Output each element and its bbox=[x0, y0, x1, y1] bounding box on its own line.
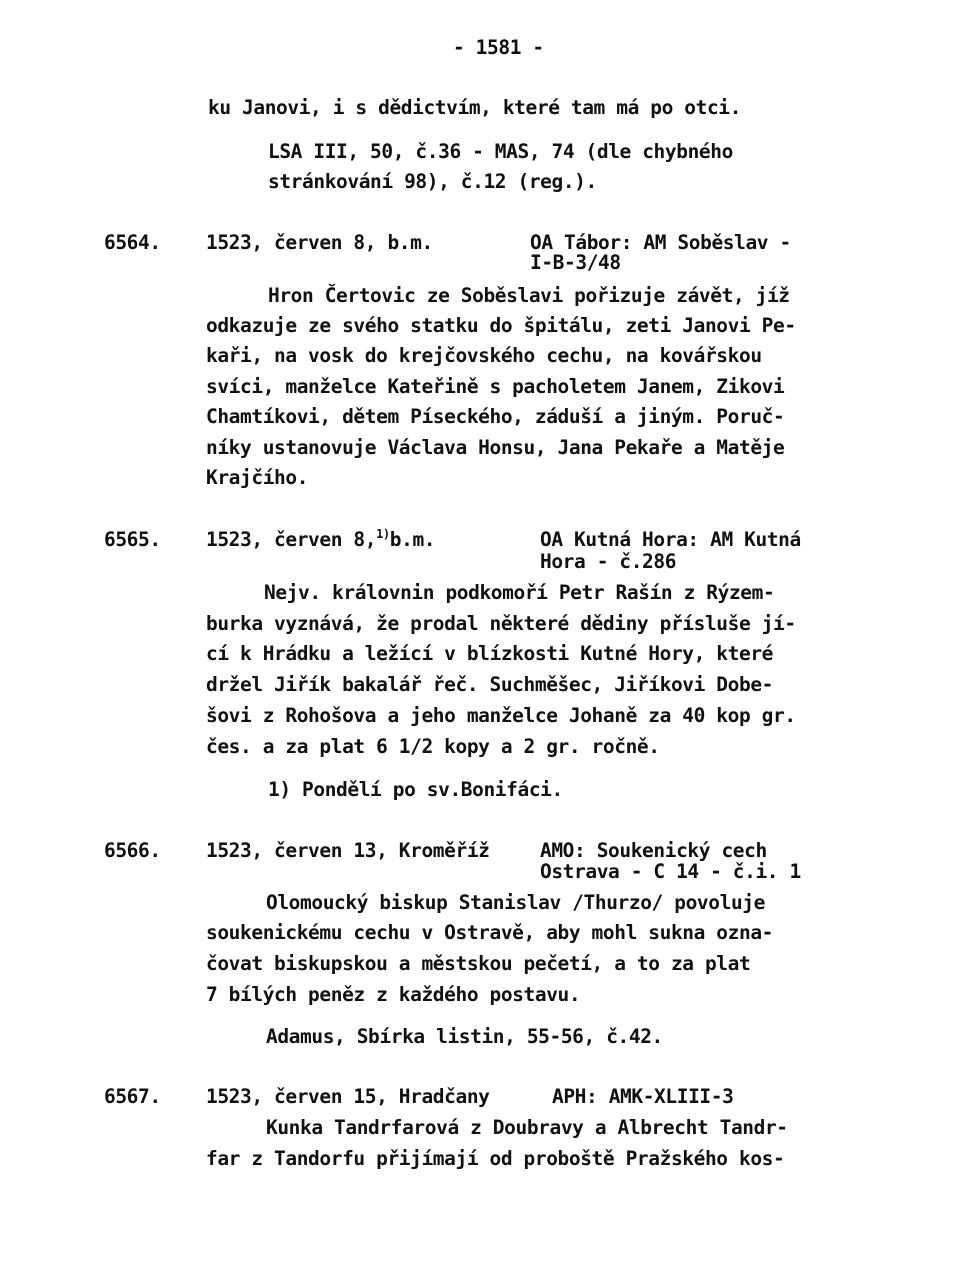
entry-number: 6566. bbox=[104, 839, 161, 862]
footnote-marker: 1) bbox=[376, 527, 390, 541]
page-number: - 1581 - bbox=[453, 36, 544, 59]
intro-reference-line: stránkování 98), č.12 (reg.). bbox=[268, 170, 597, 193]
entry-text-line: svíci, manželce Kateřině s pacholetem Janem, Zikovi bbox=[206, 375, 785, 398]
entry-text-line: čes. a za plat 6 1/2 kopy a 2 gr. ročně. bbox=[206, 735, 660, 758]
entry-place: b.m. bbox=[389, 528, 436, 551]
entry-date-place: 1523, červen 13, Kroměříž bbox=[206, 839, 490, 862]
entry-text-line: Nejv. královnin podkomoří Petr Rašín z Rýzem- bbox=[264, 581, 775, 604]
intro-reference-line: LSA III, 50, č.36 - MAS, 74 (dle chybného bbox=[268, 140, 733, 163]
entry-archive: Hora - č.286 bbox=[540, 550, 677, 573]
entry-text-line: 7 bílých peněz z každého postavu. bbox=[206, 983, 581, 1006]
entry-text-line: odkazuje ze svého statku do špitálu, zeti Janovi Pe- bbox=[206, 314, 796, 337]
entry-archive: OA Tábor: AM Soběslav - bbox=[530, 231, 791, 254]
entry-text-line: kaři, na vosk do krejčovského cechu, na kovářskou bbox=[206, 344, 762, 367]
entry-number: 6564. bbox=[104, 231, 161, 254]
entry-text-line: cí k Hrádku a ležící v blízkosti Kutné Hory, které bbox=[206, 642, 773, 665]
entry-text-line: Hron Čertovic ze Soběslavi pořizuje závět, jíž bbox=[268, 284, 790, 307]
entry-text-line: níky ustanovuje Václava Honsu, Jana Pekaře a Matěje bbox=[206, 436, 785, 459]
entry-text-line: Olomoucký biskup Stanislav /Thurzo/ povoluje bbox=[266, 891, 765, 914]
entry-text-line: Chamtíkovi, dětem Píseckého, záduší a jiným. Poruč- bbox=[206, 405, 785, 428]
entry-number: 6567. bbox=[104, 1085, 161, 1108]
entry-text-line: Krajčího. bbox=[206, 466, 309, 489]
entry-archive: AMO: Soukenický cech bbox=[540, 839, 767, 862]
entry-source: Adamus, Sbírka listin, 55-56, č.42. bbox=[266, 1025, 663, 1048]
entry-text-line: far z Tandorfu přijímají od proboště Pražského kos- bbox=[206, 1147, 785, 1170]
footnote: 1) Pondělí po sv.Bonifáci. bbox=[268, 778, 563, 801]
entry-text-line: čovat biskupskou a městskou pečetí, a to za plat bbox=[206, 952, 751, 975]
entry-date-place: 1523, červen 15, Hradčany bbox=[206, 1085, 490, 1108]
entry-archive: Ostrava - C 14 - č.i. 1 bbox=[540, 860, 801, 883]
entry-text-line: šovi z Rohošova a jeho manželce Johaně za 40 kop gr. bbox=[206, 704, 796, 727]
intro-line: ku Janovi, i s dědictvím, které tam má po otci. bbox=[208, 96, 741, 119]
entry-date: 1523, červen 8, bbox=[206, 528, 377, 551]
entry-text-line: burka vyznává, že prodal některé dědiny přísluše jí- bbox=[206, 612, 796, 635]
entry-text-line: Kunka Tandrfarová z Doubravy a Albrecht Tandr- bbox=[266, 1116, 788, 1139]
entry-text-line: soukenickému cechu v Ostravě, aby mohl sukna ozna- bbox=[206, 921, 773, 944]
entry-archive: APH: AMK-XLIII-3 bbox=[552, 1085, 734, 1108]
entry-archive: I-B-3/48 bbox=[530, 251, 621, 274]
entry-archive: OA Kutná Hora: AM Kutná bbox=[540, 528, 801, 551]
entry-number: 6565. bbox=[104, 528, 161, 551]
entry-date-place bbox=[206, 527, 436, 551]
entry-date-place: 1523, červen 8, b.m. bbox=[206, 231, 433, 254]
entry-text-line: držel Jiřík bakalář řeč. Suchměšec, Jiříkovi Dobe- bbox=[206, 673, 773, 696]
